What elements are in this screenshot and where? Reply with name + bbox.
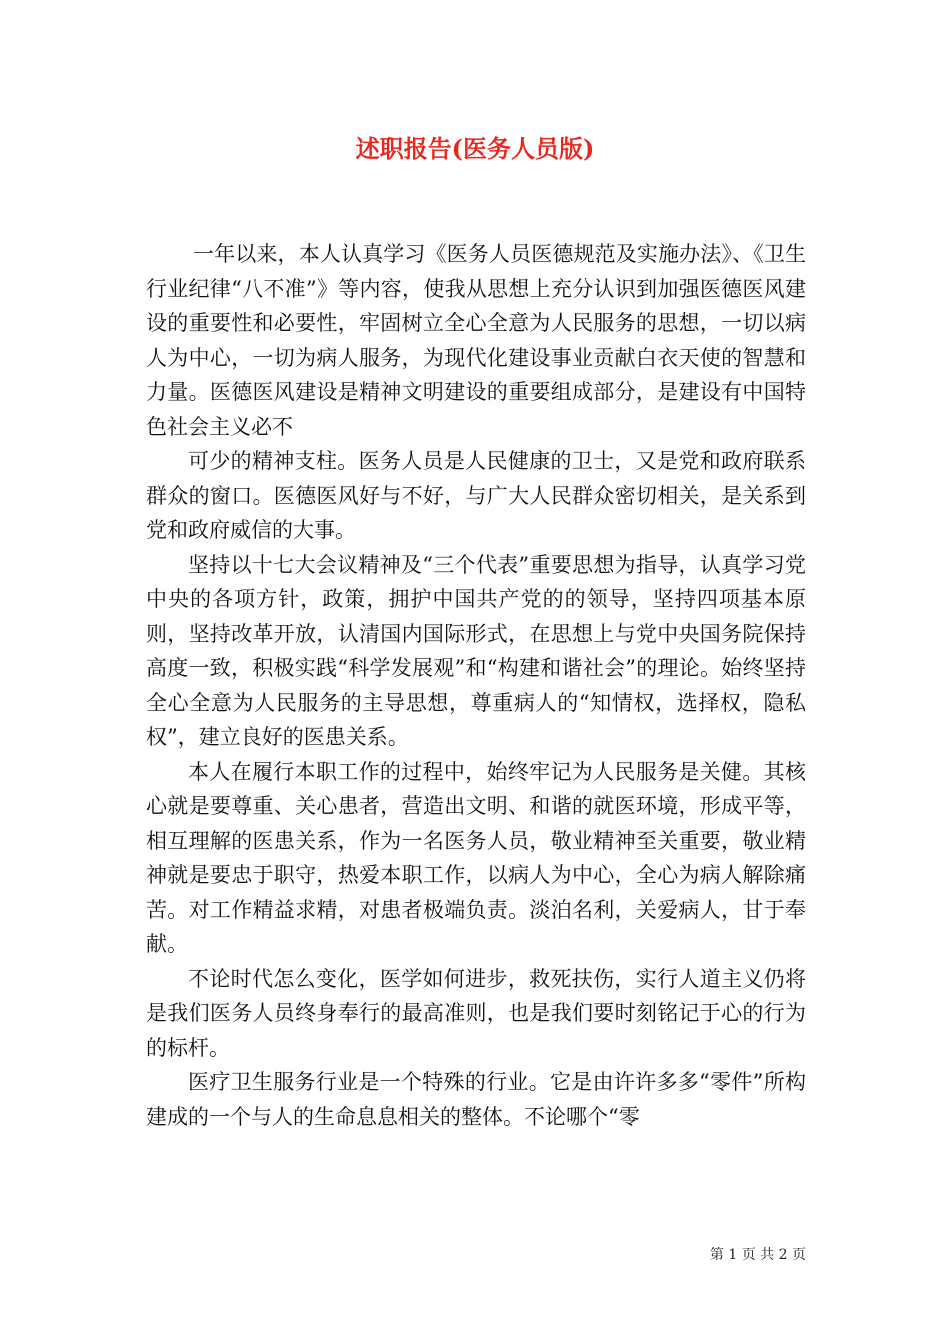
paragraph: 本人在履行本职工作的过程中，始终牢记为人民服务是关健。其核心就是要尊重、关心患者，营造出文明、和谐的就医环境，形成平等，相互理解的医患关系，作为一名医务人员，敬业精神至关重要，敬业精神就是要忠于职守，热爱本职工作，以病人为中心，全心为病人解除痛苦。对工作精益求精，对患者极端负责。淡泊名利，关爱病人，甘于奉献。: [146, 759, 806, 956]
paragraph: 医疗卫生服务行业是一个特殊的行业。它是由许许多多“零件”所构建成的一个与人的生命息息相关的整体。不论哪个“零: [146, 1070, 806, 1129]
document-title: 述职报告(医务人员版): [355, 134, 595, 163]
paragraph: 可少的精神支柱。医务人员是人民健康的卫士，又是党和政府联系群众的窗口。医德医风好与不好，与广大人民群众密切相关，是关系到党和政府威信的大事。: [146, 449, 806, 542]
document-body: [146, 237, 806, 1134]
paragraph: 一年以来，本人认真学习《医务人员医德规范及实施办法》、《卫生行业纪律“八不准”》等内容，使我从思想上充分认识到加强医德医风建设的重要性和必要性，牢固树立全心全意为人民服务的思想，一切以病人为中心，一切为病人服务，为现代化建设事业贡献白衣天使的智慧和力量。医德医风建设是精神文明建设的重要组成部分，是建设有中国特色社会主义必不: [146, 242, 806, 439]
paragraph: 不论时代怎么变化，医学如何进步，救死扶伤，实行人道主义仍将是我们医务人员终身奉行的最高准则，也是我们要时刻铭记于心的行为的标杆。: [146, 966, 806, 1060]
paragraph: 坚持以十七大会议精神及“三个代表”重要思想为指导，认真学习党中央的各项方针，政策，拥护中国共产党的的领导，坚持四项基本原则，坚持改革开放，认清国内国际形式，在思想上与党中央国务院保持高度一致，积极实践“科学发展观”和“构建和谐社会”的理论。始终坚持全心全意为人民服务的主导思想，尊重病人的“知情权，选择权，隐私权”，建立良好的医患关系。: [146, 552, 806, 749]
page-number-footer: 第 1 页 共 2 页: [709, 1247, 806, 1263]
